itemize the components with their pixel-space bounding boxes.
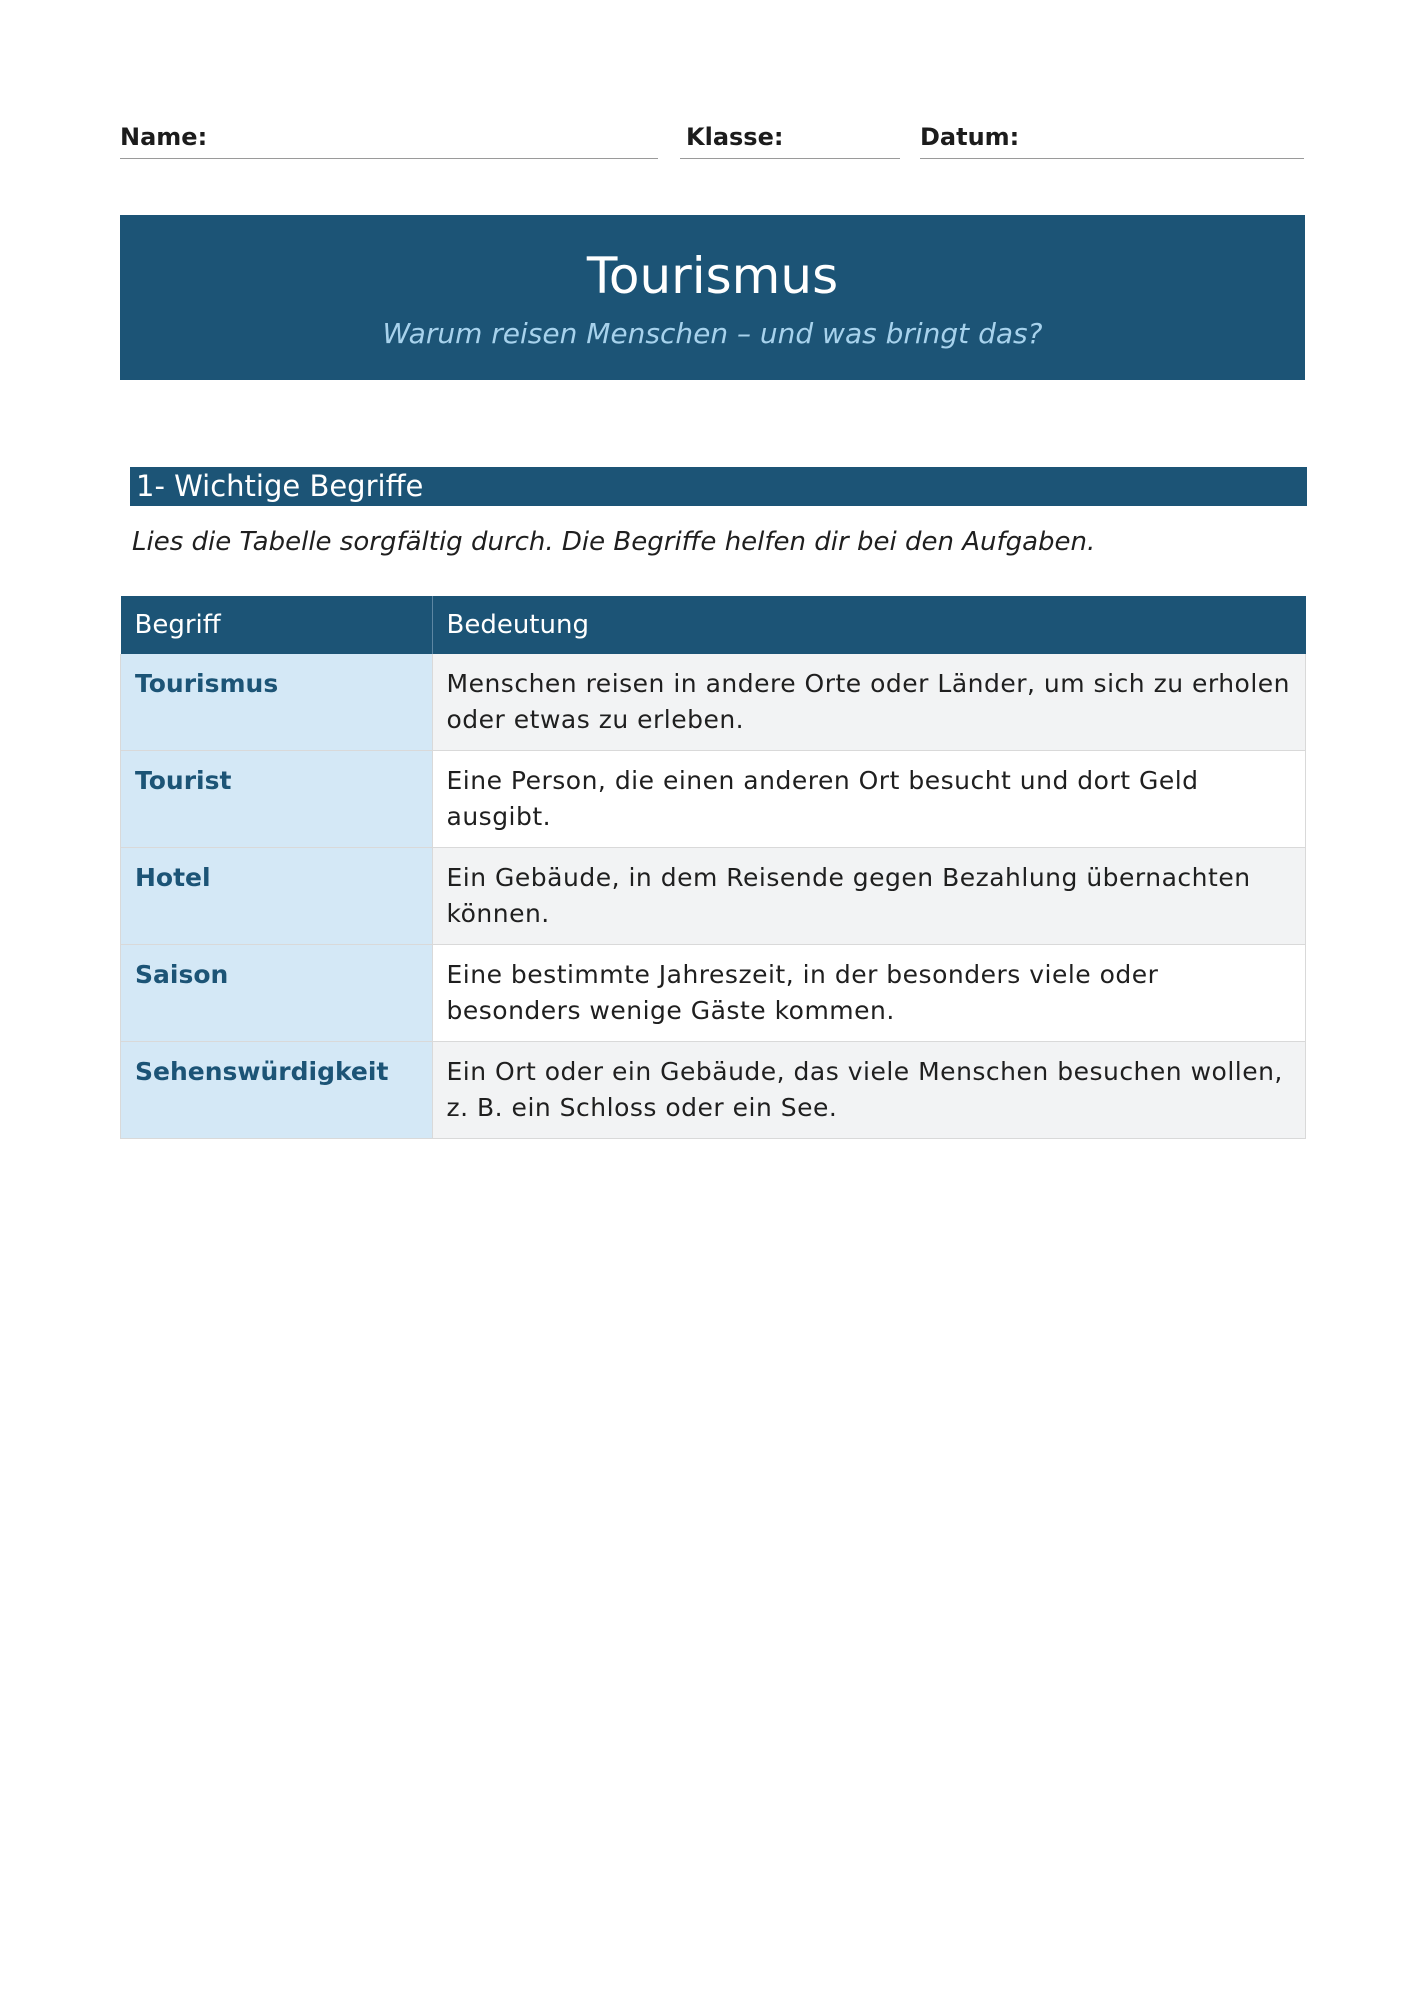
table-row — [121, 848, 1306, 945]
term-cell: Sehenswürdigkeit — [121, 1042, 433, 1139]
section-heading: 1- Wichtige Begriffe — [136, 469, 424, 503]
name-field[interactable] — [120, 123, 658, 159]
table-row — [121, 945, 1306, 1042]
term-cell: Hotel — [121, 848, 433, 945]
section-heading-bar — [130, 467, 1307, 506]
page-subtitle: Warum reisen Menschen – und was bringt das? — [382, 317, 1043, 350]
section-instruction: Lies die Tabelle sorgfältig durch. Die Begriffe helfen dir bei den Aufgaben. — [132, 527, 1096, 557]
column-header-begriff: Begriff — [121, 596, 433, 654]
datum-label: Datum: — [920, 123, 1020, 151]
table-row — [121, 751, 1306, 848]
definition-cell: Menschen reisen in andere Orte oder Länder, um sich zu erholen oder etwas zu erleben. — [432, 654, 1306, 751]
definition-cell: Eine bestimmte Jahreszeit, in der besonders viele oder besonders wenige Gäste kommen. — [432, 945, 1306, 1042]
definition-cell: Ein Gebäude, in dem Reisende gegen Bezahlung übernachten können. — [432, 848, 1306, 945]
name-label: Name: — [120, 123, 208, 151]
definition-cell: Ein Ort oder ein Gebäude, das viele Menschen besuchen wollen, z. B. ein Schloss oder ein See. — [432, 1042, 1306, 1139]
page-title: Tourismus — [586, 247, 839, 305]
title-banner — [120, 215, 1305, 380]
term-cell: Tourist — [121, 751, 433, 848]
term-cell: Tourismus — [121, 654, 433, 751]
table-header-row — [121, 596, 1306, 654]
terms-table — [120, 596, 1306, 1139]
table-row — [121, 654, 1306, 751]
klasse-field[interactable] — [680, 123, 900, 159]
term-cell: Saison — [121, 945, 433, 1042]
klasse-label: Klasse: — [686, 123, 784, 151]
definition-cell: Eine Person, die einen anderen Ort besucht und dort Geld ausgibt. — [432, 751, 1306, 848]
table-row — [121, 1042, 1306, 1139]
datum-field[interactable] — [920, 123, 1304, 159]
column-header-bedeutung: Bedeutung — [432, 596, 1306, 654]
